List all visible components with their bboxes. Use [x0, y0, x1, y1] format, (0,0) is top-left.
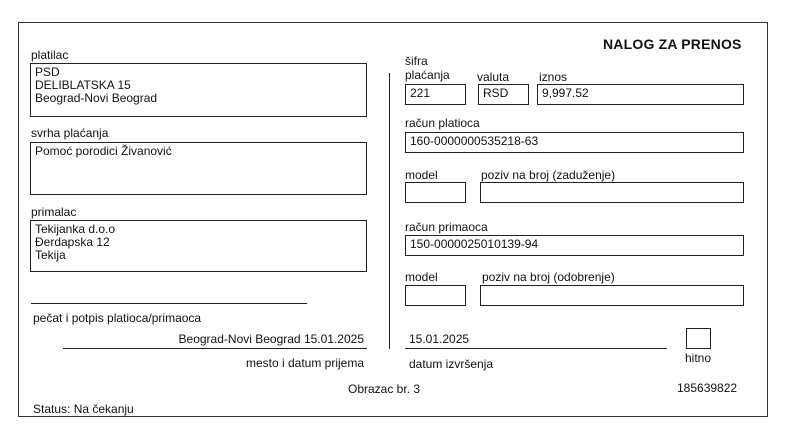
execution-date-value: 15.01.2025 [409, 332, 470, 346]
reference-credit-label: poziv na broj (odobrenje) [482, 270, 615, 284]
order-number: 185639822 [677, 381, 738, 395]
model-field-credit[interactable] [405, 285, 466, 306]
signature-line [31, 303, 307, 304]
urgent-checkbox[interactable] [686, 328, 711, 349]
status-text: Status: Na čekanju [33, 402, 134, 416]
currency-field[interactable]: RSD [478, 84, 529, 105]
form-number: Obrazac br. 3 [348, 382, 421, 396]
amount-field[interactable]: 9,997.52 [537, 84, 744, 105]
purpose-label: svrha plaćanja [31, 126, 109, 140]
form-title: NALOG ZA PRENOS [603, 36, 742, 52]
payer-label: platilac [31, 48, 69, 62]
place-date-label: mesto i datum prijema [245, 356, 364, 370]
model-label-debit: model [405, 168, 438, 182]
recipient-label: primalac [31, 205, 77, 219]
code-label-line1: šifra [405, 54, 428, 68]
recipient-account-field[interactable]: 150-0000025010139-94 [405, 235, 744, 256]
payment-code-field[interactable]: 221 [405, 84, 466, 105]
column-divider [389, 73, 390, 349]
payment-order-form [18, 22, 768, 417]
place-date-line [63, 348, 367, 349]
signature-label: pečat i potpis platioca/primaoca [33, 311, 202, 325]
currency-label: valuta [477, 70, 510, 84]
recipient-field[interactable]: Tekijanka d.o.o Đerdapska 12 Tekija [30, 220, 367, 272]
urgent-label: hitno [685, 351, 712, 365]
payer-account-label: račun platioca [405, 116, 480, 130]
code-label-line2: plaćanja [405, 68, 450, 82]
reference-credit-field[interactable] [480, 285, 744, 306]
model-field-debit[interactable] [405, 182, 466, 203]
purpose-field[interactable]: Pomoć porodici Živanović [30, 142, 367, 195]
reference-debit-field[interactable] [480, 182, 744, 203]
execution-date-line [405, 348, 667, 349]
execution-date-label: datum izvršenja [409, 357, 494, 371]
payer-account-field[interactable]: 160-0000000535218-63 [405, 132, 744, 153]
payer-field[interactable]: PSD DELIBLATSKA 15 Beograd-Novi Beograd [30, 63, 367, 117]
model-label-credit: model [405, 270, 438, 284]
place-date-value: Beograd-Novi Beograd 15.01.2025 [178, 332, 364, 346]
reference-debit-label: poziv na broj (zaduženje) [481, 168, 616, 182]
recipient-account-label: račun primaoca [405, 220, 488, 234]
amount-label: iznos [539, 70, 568, 84]
